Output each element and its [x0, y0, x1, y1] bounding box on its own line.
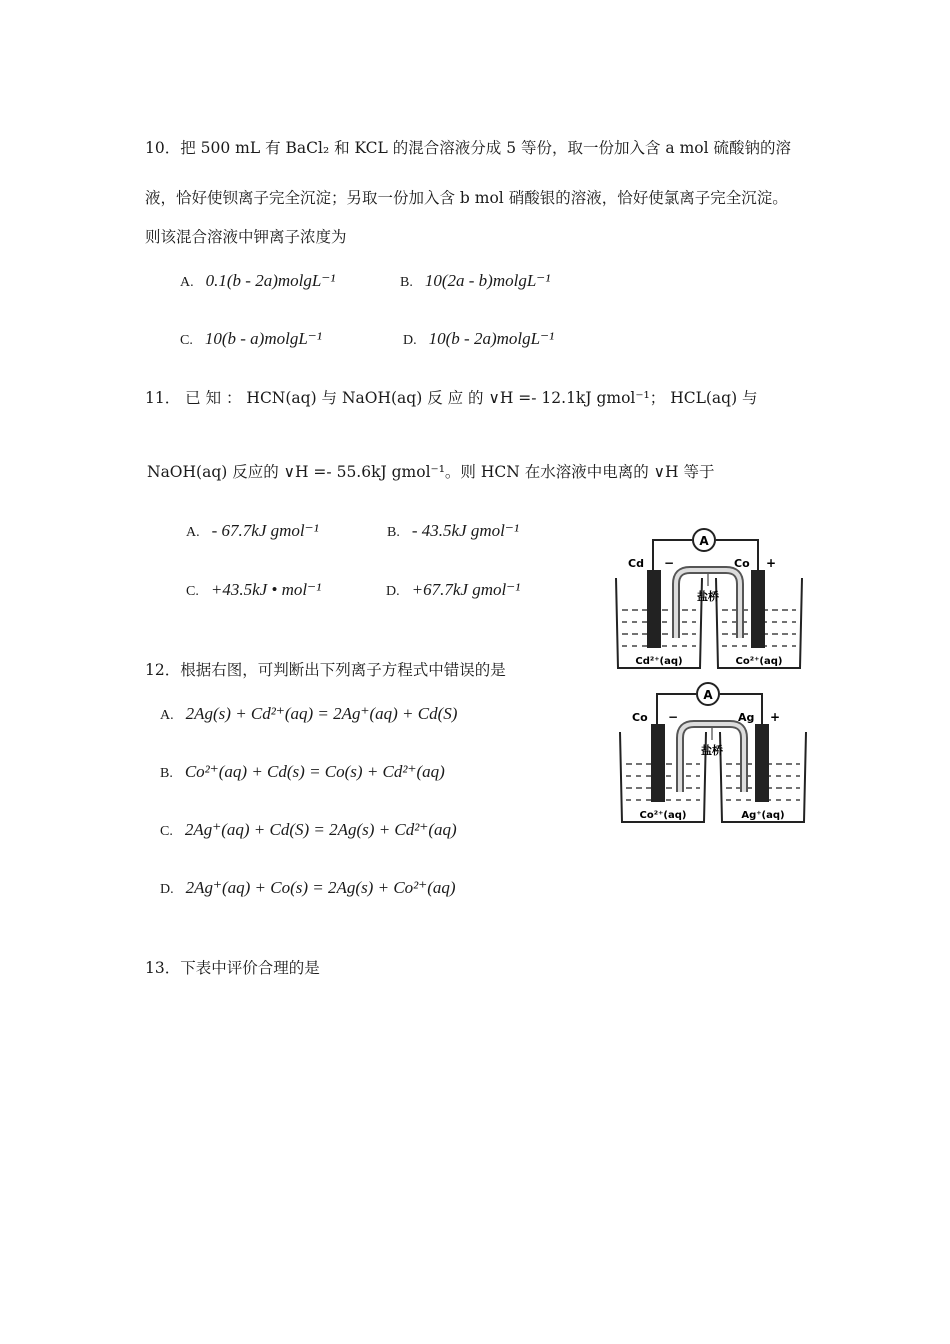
- q10-option-c[interactable]: [180, 329, 322, 349]
- option-text: 2Ag⁺(aq) + Co(s) = 2Ag(s) + Co²⁺(aq): [185, 878, 456, 897]
- q11-option-d[interactable]: [386, 580, 520, 600]
- option-text: - 67.7kJ gmol⁻¹: [211, 521, 319, 540]
- left-sign: −: [668, 710, 679, 724]
- option-text: +43.5kJ • mol⁻¹: [210, 580, 322, 599]
- option-label: D.: [403, 333, 417, 348]
- electrode-right: [755, 724, 769, 802]
- option-text: - 43.5kJ gmol⁻¹: [411, 521, 519, 540]
- q12-stem: 12．根据右图，可判断出下列离子方程式中错误的是: [145, 661, 506, 679]
- left-sign: −: [664, 556, 675, 570]
- right-electrode-label: Ag: [738, 711, 755, 724]
- right-electrode-label: Co: [734, 557, 750, 570]
- q10-option-d[interactable]: [403, 329, 554, 349]
- option-text: 10(b - 2a)molgL⁻¹: [428, 329, 555, 348]
- q11-option-c[interactable]: [186, 580, 321, 600]
- q12-option-a[interactable]: [160, 704, 457, 724]
- option-label: A.: [186, 525, 200, 540]
- galvanic-cells-figure: [610, 520, 810, 830]
- electrode-right: [751, 570, 765, 648]
- left-solution-label: Co²⁺(aq): [639, 810, 687, 821]
- option-label: C.: [160, 824, 173, 839]
- salt-bridge-label: 盐桥: [697, 590, 719, 603]
- q12-option-b[interactable]: [160, 762, 445, 782]
- q12-option-d[interactable]: [160, 878, 456, 898]
- option-label: A.: [160, 708, 174, 723]
- right-sign: +: [770, 710, 781, 724]
- option-label: B.: [160, 766, 173, 781]
- left-solution-label: Cd²⁺(aq): [635, 656, 683, 667]
- option-label: A.: [180, 275, 194, 290]
- option-text: 10(b - a)molgL⁻¹: [204, 329, 322, 348]
- left-electrode-label: Cd: [628, 557, 644, 570]
- q11-option-a[interactable]: [186, 521, 319, 541]
- option-text: Co²⁺(aq) + Cd(s) = Co(s) + Cd²⁺(aq): [184, 762, 445, 781]
- electrode-left: [651, 724, 665, 802]
- q12-option-c[interactable]: [160, 820, 457, 840]
- option-text: +67.7kJ gmol⁻¹: [411, 580, 521, 599]
- q13-stem: 13．下表中评价合理的是: [145, 959, 320, 977]
- right-sign: +: [766, 556, 777, 570]
- option-label: B.: [400, 275, 413, 290]
- option-label: C.: [180, 333, 193, 348]
- option-text: 2Ag(s) + Cd²⁺(aq) = 2Ag⁺(aq) + Cd(S): [185, 704, 458, 723]
- option-label: D.: [160, 882, 174, 897]
- q10-line3: 则该混合溶液中钾离子浓度为: [145, 228, 347, 246]
- salt-bridge-label: 盐桥: [701, 744, 723, 757]
- cell-2: [620, 683, 806, 822]
- right-solution-label: Ag⁺(aq): [741, 810, 785, 821]
- q10-line1: 10．把 500 mL 有 BaCl₂ 和 KCL 的混合溶液分成 5 等份，取一份加入含 a mol 硫酸钠的溶: [145, 139, 791, 157]
- q10-line2: 液，恰好使钡离子完全沉淀；另取一份加入含 b mol 硝酸银的溶液，恰好使氯离子完全沉淀。: [145, 189, 788, 207]
- right-solution-label: Co²⁺(aq): [735, 656, 783, 667]
- q11-line2: NaOH(aq) 反应的 ∨H =- 55.6kJ gmol⁻¹。则 HCN 在水溶液中电离的 ∨H 等于: [147, 463, 715, 481]
- option-label: C.: [186, 584, 199, 599]
- cell-1: [616, 529, 802, 668]
- q11-line1: 11． 已 知 ： HCN(aq) 与 NaOH(aq) 反 应 的 ∨H =- 12.1kJ gmol⁻¹； HCL(aq) 与: [145, 389, 758, 407]
- q10-option-a[interactable]: [180, 271, 335, 291]
- option-text: 2Ag⁺(aq) + Cd(S) = 2Ag(s) + Cd²⁺(aq): [184, 820, 457, 839]
- option-text: 0.1(b - 2a)molgL⁻¹: [205, 271, 336, 290]
- option-label: B.: [387, 525, 400, 540]
- option-text: 10(2a - b)molgL⁻¹: [424, 271, 551, 290]
- ammeter-label: A: [703, 688, 713, 702]
- q10-option-b[interactable]: [400, 271, 550, 291]
- electrode-left: [647, 570, 661, 648]
- left-electrode-label: Co: [632, 711, 648, 724]
- ammeter-label: A: [699, 534, 709, 548]
- option-label: D.: [386, 584, 400, 599]
- q11-option-b[interactable]: [387, 521, 519, 541]
